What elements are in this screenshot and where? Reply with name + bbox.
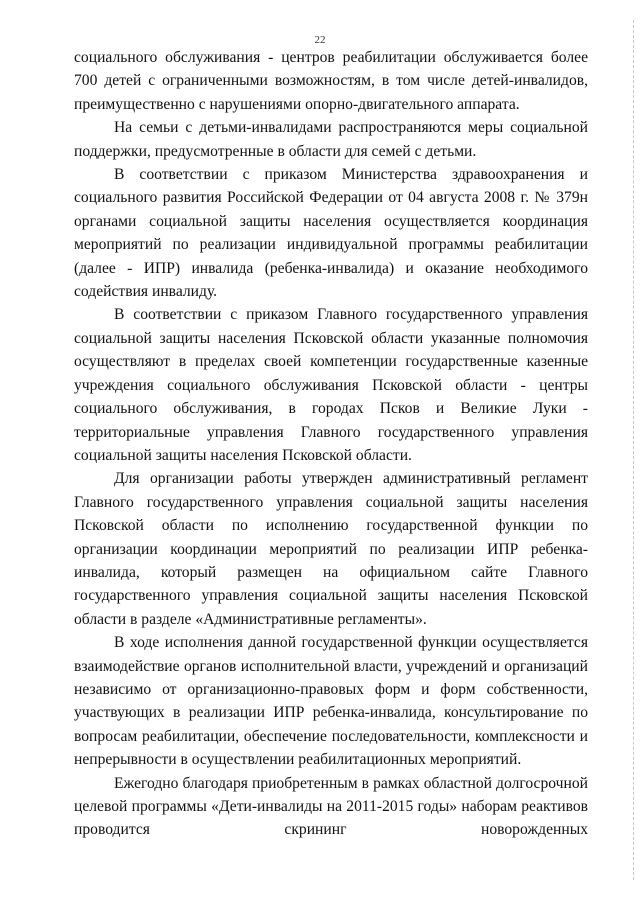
scan-edge-mark (632, 20, 634, 880)
paragraph-ministry-order: В соответствии с приказом Министерства здравоохранения и социального развития Российской Федерации от 04 августа 2008 г. № 379н органами социальной защиты населения осуществляется координация мероприятий по реализации индивидуальной программы реабилитации (далее - ИПР) инвалида (ребенка-инвалида) и оказание необходимого содействия инвалиду. (74, 166, 588, 301)
page-number: 22 (314, 34, 326, 46)
paragraph-regional-order: В соответствии с приказом Главного государственного управления социальной защиты населения Псковской области указанные полномочия осуществляют в пределах своей компетенции государственные казенные учреждения социального обслуживания Псковской области - центры социального обслуживания, в городах Псков и Великие Луки - территориальные управления Главного государственного управления социальной защиты населения Псковской области. (74, 306, 588, 464)
paragraph-interaction: В ходе исполнения данной государственной функции осуществляется взаимодействие органов исполнительной власти, учреждений и организаций независимо от организационно-правовых форм и форм собственности, участвующих в реализации ИПР ребенка-инвалида, консультирование по вопросам реабилитации, обеспечение последовательности, комплексности и непрерывности в осуществлении реабилитационных мероприятий. (74, 634, 588, 769)
paragraph-continuation: социального обслуживания - центров реабилитации обслуживается более 700 детей с ограниченными возможностям, в том числе детей-инвалидов, преимущественно с нарушениями опорно-двигательного аппарата. (74, 49, 588, 113)
paragraph-screening: Ежегодно благодаря приобретенным в рамках областной долгосрочной целевой программы «Дети-инвалиды на 2011-2015 годы» наборам реактивов проводится скрининг новорожденных (74, 774, 588, 839)
paragraph-administrative-regulation: Для организации работы утвержден административный регламент Главного государственного управления социальной защиты населения Псковской области по исполнению государственной функции по организации координации мероприятий по реализации ИПР ребенка-инвалида, который размещен на официальном сайте Главного государственного управления социальной защиты населения Псковской области в разделе «Административные регламенты». (74, 470, 588, 628)
document-body (74, 46, 588, 842)
paragraph-family-support: На семьи с детьми-инвалидами распространяются меры социальной поддержки, предусмотренные в области для семей с детьми. (74, 119, 588, 160)
